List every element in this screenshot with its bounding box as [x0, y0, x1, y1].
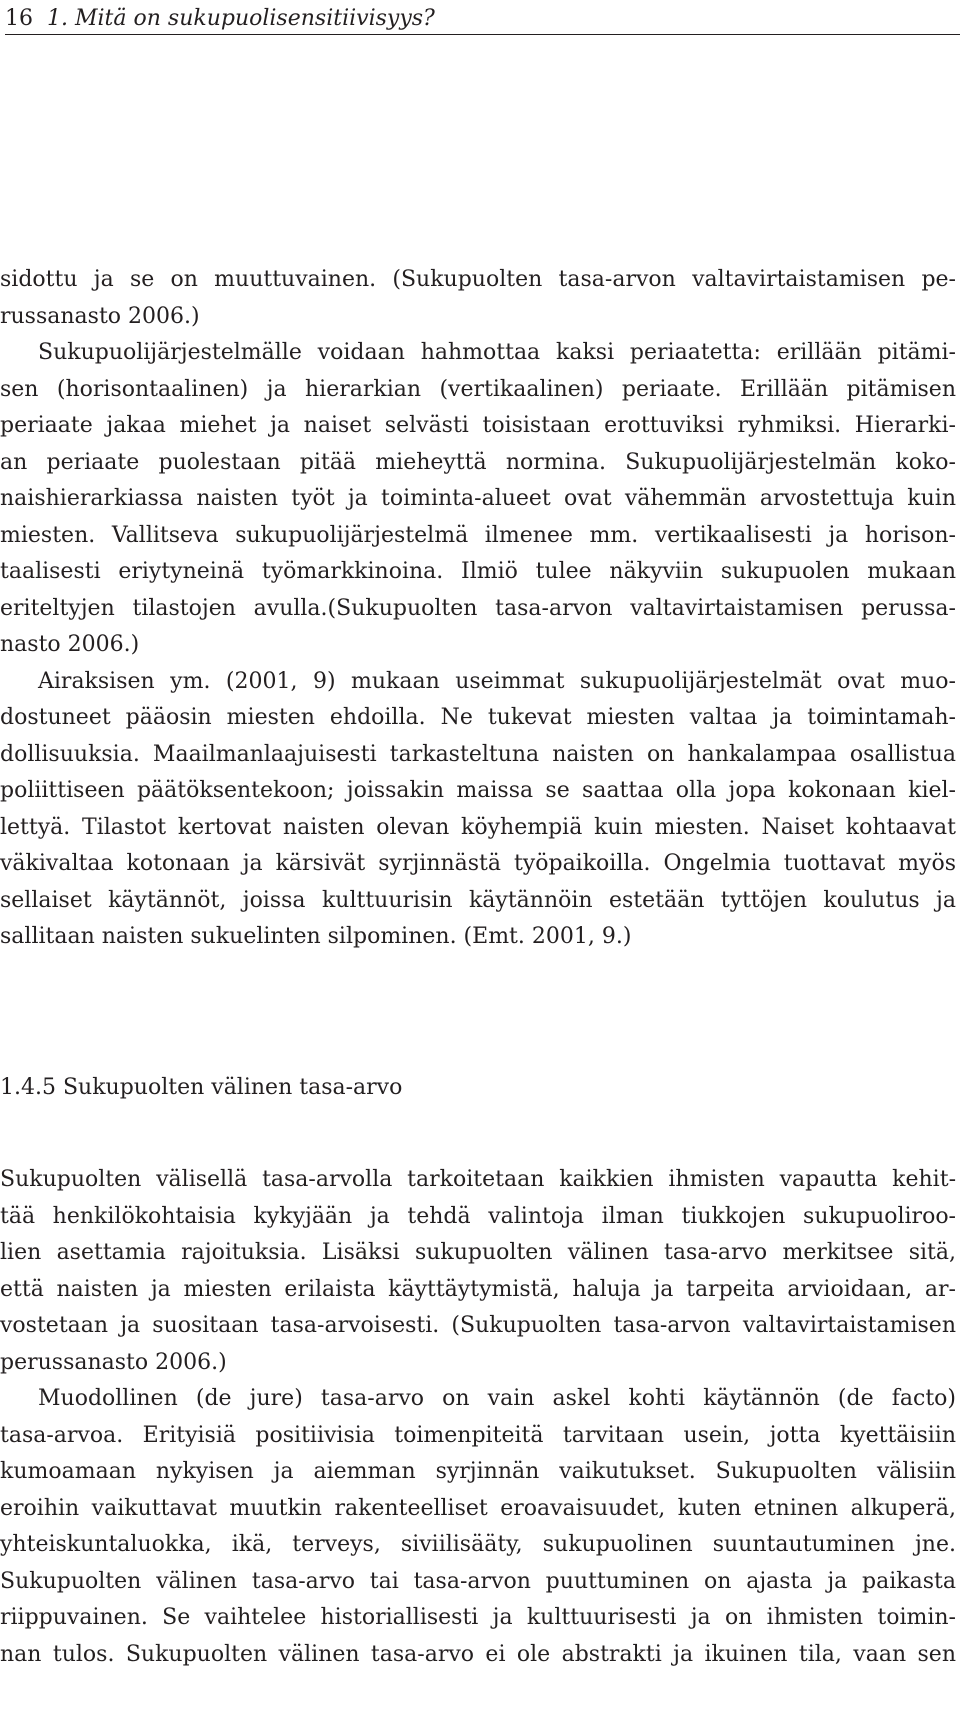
text-line: taalisesti eriytyneinä työmarkkinoina. Ilmiö tulee näkyviin sukupuolen mukaan	[0, 559, 956, 584]
text-line: sellaiset käytännöt, joissa kulttuurisin käytännöin estetään tyttöjen koulutus ja	[0, 887, 956, 913]
text-line: dollisuuksia. Maailmanlaajuisesti tarkasteltuna naisten on hankalampaa osallistua	[0, 741, 956, 767]
text-line: vostetaan ja suositaan tasa-arvoisesti. (Sukupuolten tasa-arvon valtavirtaistamisen	[0, 1313, 956, 1338]
text-line: russanasto 2006.)	[0, 303, 200, 329]
text-line: Sukupuolten välinen tasa-arvo tai tasa-arvon puuttuminen on ajasta ja paikasta	[0, 1568, 956, 1594]
text-line: eroihin vaikuttavat muutkin rakenteelliset eroavaisuudet, kuten etninen alkuperä,	[0, 1495, 956, 1521]
text-line: yhteiskuntaluokka, ikä, terveys, siviilisääty, sukupuolinen suuntautuminen jne.	[0, 1532, 956, 1557]
text-line: nasto 2006.)	[0, 632, 140, 657]
text-line: eriteltyjen tilastojen avulla.(Sukupuolten tasa-arvon valtavirtaistamisen perussa-	[0, 595, 956, 621]
text-line: tää henkilökohtaisia kykyjään ja tehdä valintoja ilman tiukkojen sukupuoliroo-	[0, 1203, 956, 1229]
text-line: periaate jakaa miehet ja naiset selvästi toisistaan erottuviksi ryhmiksi. Hierarki-	[0, 413, 956, 438]
text-line: poliittiseen päätöksentekoon; joissakin maissa se saattaa olla jopa kokonaan kiel-	[0, 778, 956, 803]
text-line: Sukupuolijärjestelmälle voidaan hahmottaa kaksi periaatetta: erillään pitämi-	[38, 340, 956, 365]
text-line: an periaate puolestaan pitää mieheyttä normina. Sukupuolijärjestelmän koko-	[0, 449, 956, 475]
body-text-block	[0, 1162, 960, 1673]
chapter-title: 1. Mitä on sukupuolisensitiivisyys?	[47, 6, 435, 31]
text-line: sallitaan naisten sukuelinten silpominen. (Emt. 2001, 9.)	[0, 924, 632, 949]
text-line: sidottu ja se on muuttuvainen. (Sukupuolten tasa-arvon valtavirtaistamisen pe-	[0, 267, 956, 292]
section-heading-block	[0, 1070, 960, 1107]
section-heading: 1.4.5 Sukupuolten välinen tasa-arvo	[0, 1075, 403, 1100]
text-line: tasa-arvoa. Erityisiä positiivisia toimenpiteitä tarvitaan usein, jotta kyettäisiin	[0, 1422, 956, 1448]
page-number: 16	[5, 6, 33, 31]
text-line: lien asettamia rajoituksia. Lisäksi sukupuolten välinen tasa-arvo merkitsee sitä,	[0, 1240, 956, 1265]
text-line: riippuvainen. Se vaihtelee historiallisesti ja kulttuurisesti ja on ihmisten toimin-	[0, 1605, 956, 1630]
running-header	[5, 4, 960, 35]
text-line: Airaksisen ym. (2001, 9) mukaan useimmat sukupuolijärjestelmät ovat muo-	[38, 668, 956, 694]
text-line: että naisten ja miesten erilaista käyttäytymistä, haluja ja tarpeita arvioidaan, ar-	[0, 1276, 956, 1302]
text-line: Muodollinen (de jure) tasa-arvo on vain askel kohti käytännön (de facto)	[38, 1386, 956, 1411]
text-line: miesten. Vallitseva sukupuolijärjestelmä ilmenee mm. vertikaalisesti ja horison-	[0, 522, 956, 548]
text-line: perussanasto 2006.)	[0, 1349, 227, 1375]
text-line: naishierarkiassa naisten työt ja toiminta-alueet ovat vähemmän arvostettuja kuin	[0, 486, 956, 511]
text-line: lettyä. Tilastot kertovat naisten olevan köyhempiä kuin miesten. Naiset kohtaavat	[0, 814, 956, 840]
text-line: sen (horisontaalinen) ja hierarkian (vertikaalinen) periaate. Erillään pitämisen	[0, 376, 956, 402]
text-line: Sukupuolten välisellä tasa-arvolla tarkoitetaan kaikkien ihmisten vapautta kehit-	[0, 1167, 956, 1192]
text-line: nan tulos. Sukupuolten välinen tasa-arvo ei ole abstrakti ja ikuinen tila, vaan sen	[0, 1641, 956, 1667]
text-line: kumoamaan nykyisen ja aiemman syrjinnän vaikutukset. Sukupuolten välisiin	[0, 1459, 956, 1484]
body-text-block	[0, 262, 960, 956]
text-line: dostuneet pääosin miesten ehdoilla. Ne tukevat miesten valtaa ja toimintamah-	[0, 705, 956, 730]
text-line: väkivaltaa kotonaan ja kärsivät syrjinnästä työpaikoilla. Ongelmia tuottavat myös	[0, 851, 956, 876]
